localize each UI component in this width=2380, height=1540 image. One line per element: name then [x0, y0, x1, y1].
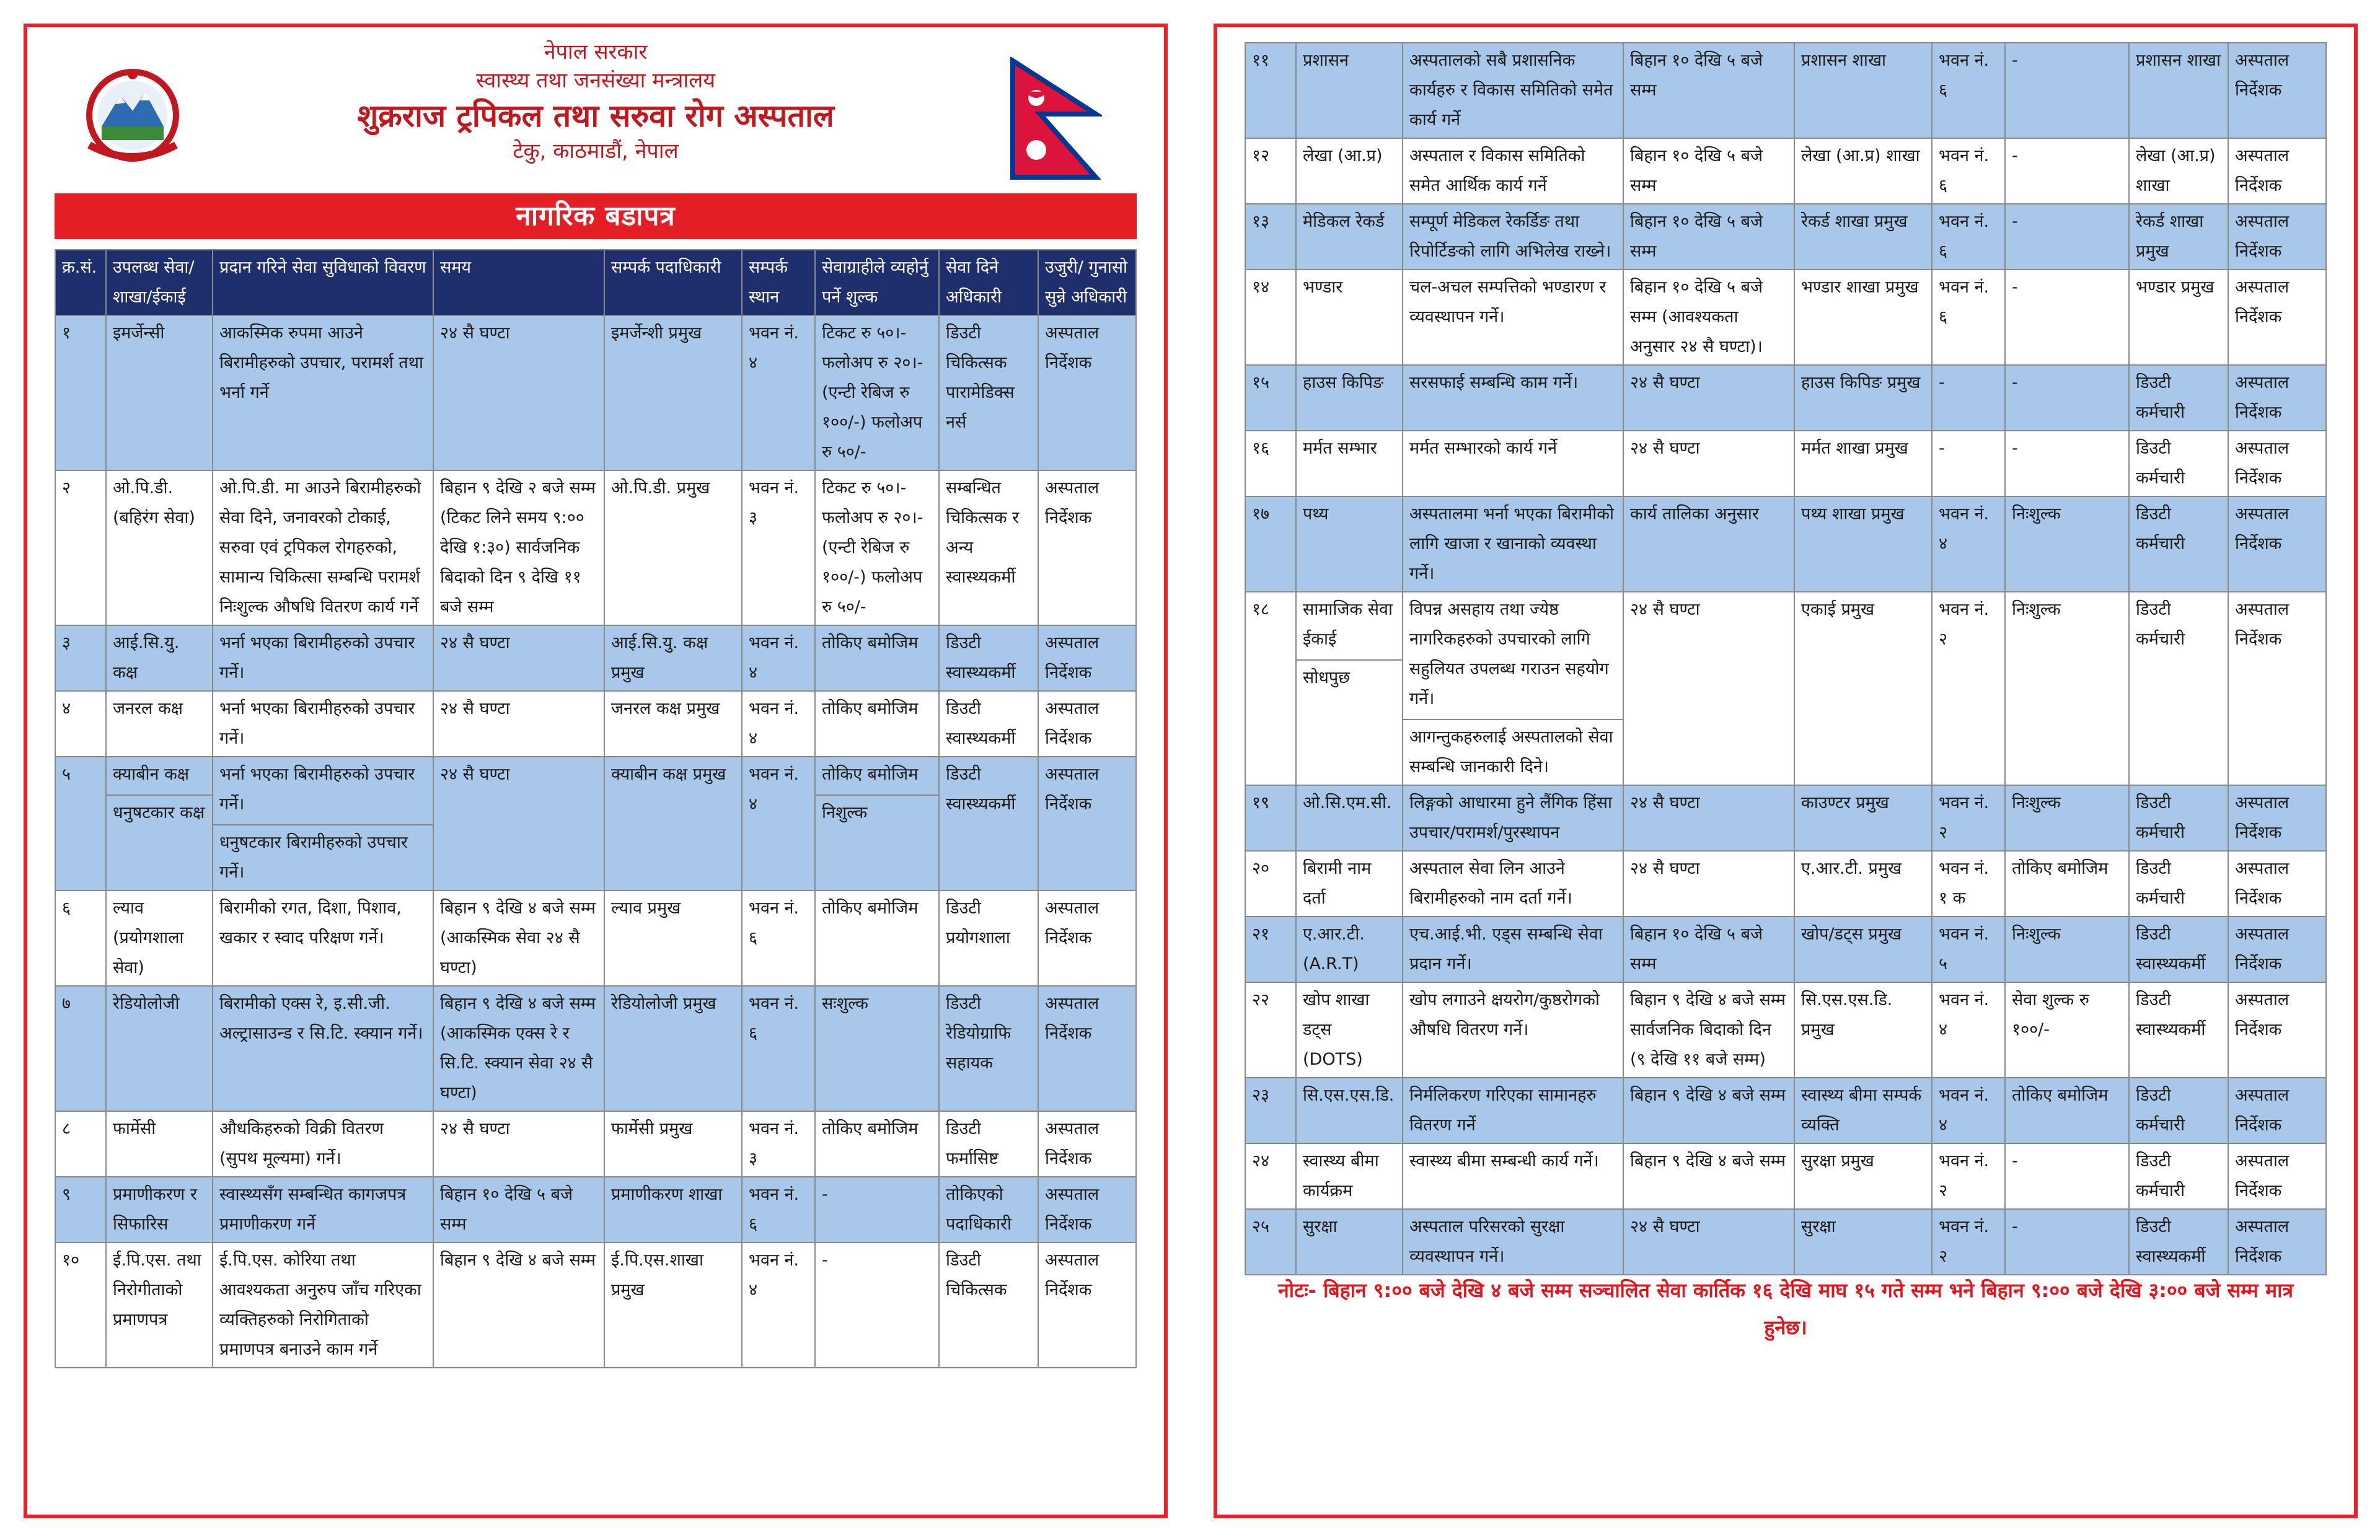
- table-row: [1245, 785, 2326, 851]
- service-unit: सुरक्षा: [1296, 1209, 1403, 1275]
- service-unit: लेखा (आ.प्र): [1296, 138, 1403, 204]
- contact-officer: काउण्टर प्रमुख: [1794, 785, 1932, 851]
- service-fee: सःशुल्क: [815, 986, 939, 1111]
- table-row: [1245, 43, 2326, 138]
- table-row: [55, 986, 1136, 1111]
- table-row: [55, 1243, 1136, 1368]
- contact-officer: रेकर्ड शाखा प्रमुख: [1794, 204, 1932, 270]
- row-number: १८: [1245, 592, 1296, 785]
- contact-place: भवन नं. ६: [1932, 270, 2005, 365]
- service-description: एच.आई.भी. एड्स सम्बन्धि सेवा प्रदान गर्ने।: [1403, 917, 1623, 982]
- service-fee-main: तोकिए बमोजिम: [822, 765, 919, 784]
- grievance-officer: अस्पताल निर्देशक: [1038, 891, 1136, 986]
- service-time: बिहान १० देखि ५ बजे सम्म: [1623, 917, 1794, 982]
- right-page: [1214, 24, 2358, 1518]
- grievance-officer: अस्पताल निर्देशक: [2228, 785, 2326, 851]
- contact-officer: ओ.पि.डी. प्रमुख: [604, 470, 742, 625]
- service-fee: निःशुल्क: [2005, 917, 2129, 982]
- service-description: आकस्मिक रुपमा आउने बिरामीहरुको उपचार, परामर्श तथा भर्ना गर्ने: [213, 315, 433, 470]
- grievance-officer: अस्पताल निर्देशक: [2228, 851, 2326, 917]
- service-time: बिहान ९ देखि ४ बजे सम्म: [1623, 1078, 1794, 1143]
- contact-officer: इमर्जेन्शी प्रमुख: [604, 315, 742, 470]
- grievance-officer: अस्पताल निर्देशक: [1038, 1243, 1136, 1368]
- contact-place: भवन नं. ४: [742, 625, 815, 691]
- service-unit: खोप शाखा डट्स (DOTS): [1296, 982, 1403, 1078]
- column-header: उपलब्ध सेवा/ शाखा/ईकाई: [106, 250, 213, 315]
- service-time: २४ सै घण्टा: [1623, 431, 1794, 496]
- grievance-officer: अस्पताल निर्देशक: [2228, 1078, 2326, 1143]
- service-unit: पथ्य: [1296, 496, 1403, 592]
- service-officer: रेकर्ड शाखा प्रमुख: [2129, 204, 2228, 270]
- service-unit: [106, 757, 213, 891]
- row-number: ८: [55, 1111, 106, 1177]
- contact-officer: पथ्य शाखा प्रमुख: [1794, 496, 1932, 592]
- contact-place: भवन नं. ४: [742, 691, 815, 757]
- contact-officer: आई.सि.यु. कक्ष प्रमुख: [604, 625, 742, 691]
- service-unit: मर्मत सम्भार: [1296, 431, 1403, 496]
- services-table-right: [1245, 42, 2327, 1275]
- service-officer: डिउटी प्रयोगशाला: [939, 891, 1038, 986]
- table-row: [1245, 204, 2326, 270]
- service-time: बिहान १० देखि ५ बजे सम्म (आवश्यकता अनुसार २४ सै घण्टा)।: [1623, 270, 1794, 365]
- service-unit-main: सामाजिक सेवा ईकाई: [1303, 600, 1393, 649]
- row-number: २०: [1245, 851, 1296, 917]
- row-number: १: [55, 315, 106, 470]
- table-row: [1245, 1209, 2326, 1275]
- contact-place: भवन नं. ६: [742, 891, 815, 986]
- grievance-officer: अस्पताल निर्देशक: [2228, 1209, 2326, 1275]
- contact-place: -: [1932, 365, 2005, 431]
- service-fee-sub: निशुल्क: [816, 794, 938, 828]
- service-fee: -: [2005, 431, 2129, 496]
- service-unit: ल्याव (प्रयोगशाला सेवा): [106, 891, 213, 986]
- contact-place: भवन नं. ६: [1932, 138, 2005, 204]
- grievance-officer: अस्पताल निर्देशक: [2228, 496, 2326, 592]
- service-unit: ओ.पि.डी. (बहिरंग सेवा): [106, 470, 213, 625]
- header: [27, 27, 1164, 191]
- contact-officer: एकाई प्रमुख: [1794, 592, 1932, 785]
- service-fee: -: [815, 1177, 939, 1243]
- service-officer: डिउटी चिकित्सक: [939, 1243, 1038, 1368]
- service-officer: डिउटी कर्मचारी: [2129, 431, 2228, 496]
- contact-place: भवन नं. ४: [742, 757, 815, 891]
- contact-place: भवन नं. ६: [742, 1177, 815, 1243]
- contact-officer: सि.एस.एस.डि. प्रमुख: [1794, 982, 1932, 1078]
- service-description-main: भर्ना भएका बिरामीहरुको उपचार गर्ने।: [219, 765, 415, 814]
- contact-place: भवन नं. ५: [1932, 917, 2005, 982]
- service-description: बिरामीको रगत, दिशा, पिशाव, खकार र स्वाद परिक्षण गर्ने।: [213, 891, 433, 986]
- service-unit-sub: सोधपुछ: [1297, 659, 1402, 693]
- service-time: कार्य तालिका अनुसार: [1623, 496, 1794, 592]
- service-unit: आई.सि.यु. कक्ष: [106, 625, 213, 691]
- table-row: [55, 625, 1136, 691]
- service-description: निर्मलिकरण गरिएका सामानहरु वितरण गर्ने: [1403, 1078, 1623, 1143]
- service-description: भर्ना भएका बिरामीहरुको उपचार गर्ने।: [213, 691, 433, 757]
- service-time: बिहान ९ देखि ४ बजे सम्म: [1623, 1143, 1794, 1209]
- service-time: बिहान १० देखि ५ बजे सम्म: [433, 1177, 604, 1243]
- contact-officer: ई.पि.एस.शाखा प्रमुख: [604, 1243, 742, 1368]
- service-time: २४ सै घण्टा: [1623, 592, 1794, 785]
- table-row: [1245, 1078, 2326, 1143]
- contact-officer: प्रशासन शाखा: [1794, 43, 1932, 138]
- grievance-officer: अस्पताल निर्देशक: [1038, 757, 1136, 891]
- service-officer: डिउटी कर्मचारी: [2129, 365, 2228, 431]
- row-number: ३: [55, 625, 106, 691]
- service-officer: लेखा (आ.प्र) शाखा: [2129, 138, 2228, 204]
- service-description: सरसफाई सम्बन्धि काम गर्ने।: [1403, 365, 1623, 431]
- service-unit: सि.एस.एस.डि.: [1296, 1078, 1403, 1143]
- service-time: बिहान १० देखि ५ बजे सम्म: [1623, 138, 1794, 204]
- grievance-officer: अस्पताल निर्देशक: [1038, 1177, 1136, 1243]
- table-row: [55, 691, 1136, 757]
- contact-place: भवन नं. २: [1932, 592, 2005, 785]
- grievance-officer: अस्पताल निर्देशक: [2228, 138, 2326, 204]
- table-row: [1245, 982, 2326, 1078]
- grievance-officer: अस्पताल निर्देशक: [2228, 982, 2326, 1078]
- table-row: [1245, 496, 2326, 592]
- contact-place: भवन नं. ६: [742, 986, 815, 1111]
- service-fee: -: [2005, 1209, 2129, 1275]
- contact-officer: क्याबीन कक्ष प्रमुख: [604, 757, 742, 891]
- service-description-sub: आगन्तुकहरुलाई अस्पतालको सेवा सम्बन्धि जानकारी दिने।: [1403, 719, 1623, 782]
- service-officer: डिउटी चिकित्सक पारामेडिक्स नर्स: [939, 315, 1038, 470]
- service-officer: प्रशासन शाखा: [2129, 43, 2228, 138]
- service-description: अस्पतालमा भर्ना भएका बिरामीको लागि खाजा र खानाको व्यवस्था गर्ने।: [1403, 496, 1623, 592]
- row-number: १६: [1245, 431, 1296, 496]
- service-time: बिहान ९ देखि ४ बजे सम्म (आकस्मिक सेवा २४ सै घण्टा): [433, 891, 604, 986]
- row-number: २४: [1245, 1143, 1296, 1209]
- grievance-officer: अस्पताल निर्देशक: [2228, 1143, 2326, 1209]
- column-header: सम्पर्क पदाधिकारी: [604, 250, 742, 315]
- service-unit: रेडियोलोजी: [106, 986, 213, 1111]
- grievance-officer: अस्पताल निर्देशक: [1038, 691, 1136, 757]
- service-fee: तोकिए बमोजिम: [815, 891, 939, 986]
- column-header: क्र.सं.: [55, 250, 106, 315]
- service-description: सम्पूर्ण मेडिकल रेकर्डिङ तथा रिपोर्टिङको लागि अभिलेख राख्ने।: [1403, 204, 1623, 270]
- service-fee: -: [2005, 1143, 2129, 1209]
- service-officer: डिउटी फर्मासिष्ट: [939, 1111, 1038, 1177]
- row-number: २१: [1245, 917, 1296, 982]
- service-description-main: विपन्न असहाय तथा ज्येष्ठ नागरिकहरुको उपचारको लागि सहुलियत उपलब्ध गराउन सहयोग गर्ने।: [1409, 600, 1609, 708]
- service-time: बिहान ९ देखि ४ बजे सम्म: [433, 1243, 604, 1368]
- service-time: बिहान ९ देखि ४ बजे सम्म (आकस्मिक एक्स रे र सि.टि. स्क्यान सेवा २४ सै घण्टा): [433, 986, 604, 1111]
- service-unit: ए.आर.टी. (A.R.T): [1296, 917, 1403, 982]
- table-row: [55, 315, 1136, 470]
- service-fee: टिकट रु ५०।- फलोअप रु २०।- (एन्टी रेबिज रु १००/-) फलोअप रु ५०/-: [815, 470, 939, 625]
- service-unit: [1296, 592, 1403, 785]
- table-header-row: [55, 250, 1136, 315]
- service-fee: -: [2005, 365, 2129, 431]
- contact-officer: मर्मत शाखा प्रमुख: [1794, 431, 1932, 496]
- service-unit: भण्डार: [1296, 270, 1403, 365]
- grievance-officer: अस्पताल निर्देशक: [2228, 592, 2326, 785]
- nepal-flag-icon: [1009, 57, 1102, 181]
- contact-place: भवन नं. २: [1932, 1143, 2005, 1209]
- contact-officer: ल्याव प्रमुख: [604, 891, 742, 986]
- service-fee: सेवा शुल्क रु १००/-: [2005, 982, 2129, 1078]
- contact-place: भवन नं. ४: [1932, 982, 2005, 1078]
- row-number: ६: [55, 891, 106, 986]
- service-fee: -: [815, 1243, 939, 1368]
- service-description-sub: धनुषटकार बिरामीहरुको उपचार गर्ने।: [213, 824, 433, 887]
- grievance-officer: अस्पताल निर्देशक: [1038, 1111, 1136, 1177]
- service-description: ओ.पि.डी. मा आउने बिरामीहरुको सेवा दिने, जनावरको टोकाई, सरुवा एवं ट्रपिकल रोगहरुको, सामान्य चिकित्सा सम्बन्धि परामर्श निःशुल्क औषधि वितरण कार्य गर्ने: [213, 470, 433, 625]
- contact-place: भवन नं. ३: [742, 470, 815, 625]
- service-officer: डिउटी कर्मचारी: [2129, 592, 2228, 785]
- service-unit: मेडिकल रेकर्ड: [1296, 204, 1403, 270]
- service-time: २४ सै घण्टा: [1623, 851, 1794, 917]
- row-number: १३: [1245, 204, 1296, 270]
- service-unit-sub: धनुषटकार कक्ष: [107, 794, 212, 828]
- column-header: सेवा दिने अधिकारी: [939, 250, 1038, 315]
- service-unit: प्रमाणीकरण र सिफारिस: [106, 1177, 213, 1243]
- contact-officer: रेडियोलोजी प्रमुख: [604, 986, 742, 1111]
- service-fee: निःशुल्क: [2005, 785, 2129, 851]
- service-officer: डिउटी कर्मचारी: [2129, 496, 2228, 592]
- service-officer: डिउटी कर्मचारी: [2129, 851, 2228, 917]
- service-description: ई.पि.एस. कोरिया तथा आवश्यकता अनुरुप जाँच गरिएका व्यक्तिहरुको निरोगिताको प्रमाणपत्र बनाउने काम गर्ने: [213, 1243, 433, 1368]
- service-officer: डिउटी स्वास्थ्यकर्मी: [2129, 982, 2228, 1078]
- service-unit: प्रशासन: [1296, 43, 1403, 138]
- service-description: भर्ना भएका बिरामीहरुको उपचार गर्ने।: [213, 625, 433, 691]
- grievance-officer: अस्पताल निर्देशक: [1038, 986, 1136, 1111]
- service-time: २४ सै घण्टा: [433, 691, 604, 757]
- service-time: बिहान ९ देखि २ बजे सम्म (टिकट लिने समय ९:०० देखि १:३०) सार्वजनिक बिदाको दिन ९ देखि ११ बजे सम्म: [433, 470, 604, 625]
- grievance-officer: अस्पताल निर्देशक: [2228, 431, 2326, 496]
- contact-place: भवन नं. ४: [742, 1243, 815, 1368]
- grievance-officer: अस्पताल निर्देशक: [1038, 625, 1136, 691]
- service-fee: टिकट रु ५०।- फलोअप रु २०।- (एन्टी रेबिज रु १००/-) फलोअप रु ५०/-: [815, 315, 939, 470]
- service-unit: इमर्जेन्सी: [106, 315, 213, 470]
- service-time: बिहान ९ देखि ४ बजे सम्म सार्वजनिक बिदाको दिन (९ देखि ११ बजे सम्म): [1623, 982, 1794, 1078]
- row-number: १७: [1245, 496, 1296, 592]
- service-officer: डिउटी रेडियोग्राफि सहायक: [939, 986, 1038, 1111]
- service-officer: डिउटी स्वास्थ्यकर्मी: [939, 757, 1038, 891]
- contact-place: भवन नं. ४: [742, 315, 815, 470]
- row-number: १२: [1245, 138, 1296, 204]
- service-description: बिरामीको एक्स रे, इ.सी.जी. अल्ट्रासाउन्ड र सि.टि. स्क्यान गर्ने।: [213, 986, 433, 1111]
- table-row: [55, 757, 1136, 891]
- service-unit: स्वास्थ्य बीमा कार्यक्रम: [1296, 1143, 1403, 1209]
- service-description: स्वास्थ्य बीमा सम्बन्धी कार्य गर्ने।: [1403, 1143, 1623, 1209]
- contact-officer: सुरक्षा प्रमुख: [1794, 1143, 1932, 1209]
- row-number: ११: [1245, 43, 1296, 138]
- grievance-officer: अस्पताल निर्देशक: [2228, 43, 2326, 138]
- service-fee: तोकिए बमोजिम: [2005, 1078, 2129, 1143]
- row-number: १५: [1245, 365, 1296, 431]
- service-description: अस्पताल सेवा लिन आउने बिरामीहरुको नाम दर्ता गर्ने।: [1403, 851, 1623, 917]
- service-time: २४ सै घण्टा: [433, 625, 604, 691]
- table-row: [55, 891, 1136, 986]
- grievance-officer: अस्पताल निर्देशक: [2228, 270, 2326, 365]
- contact-place: भवन नं. १ क: [1932, 851, 2005, 917]
- ministry-name: स्वास्थ्य तथा जनसंख्या मन्त्रालय: [476, 68, 715, 93]
- service-time: २४ सै घण्टा: [1623, 1209, 1794, 1275]
- row-number: २२: [1245, 982, 1296, 1078]
- contact-officer: भण्डार शाखा प्रमुख: [1794, 270, 1932, 365]
- service-time: बिहान १० देखि ५ बजे सम्म: [1623, 43, 1794, 138]
- table-row: [1245, 270, 2326, 365]
- service-description: अस्पतालको सबै प्रशासनिक कार्यहरु र विकास समितिको समेत कार्य गर्ने: [1403, 43, 1623, 138]
- govt-name: नेपाल सरकार: [544, 40, 648, 64]
- service-officer: सम्बन्धित चिकित्सक र अन्य स्वास्थ्यकर्मी: [939, 470, 1038, 625]
- service-unit: हाउस किपिङ: [1296, 365, 1403, 431]
- contact-place: भवन नं. २: [1932, 1209, 2005, 1275]
- table-row: [1245, 851, 2326, 917]
- contact-place: -: [1932, 431, 2005, 496]
- row-number: ५: [55, 757, 106, 891]
- service-fee: तोकिए बमोजिम: [815, 691, 939, 757]
- grievance-officer: अस्पताल निर्देशक: [1038, 470, 1136, 625]
- service-officer: भण्डार प्रमुख: [2129, 270, 2228, 365]
- contact-officer: सुरक्षा: [1794, 1209, 1932, 1275]
- service-description: लिङ्गको आधारमा हुने लैंगिक हिंसा उपचार/परामर्श/पुरस्थापन: [1403, 785, 1623, 851]
- row-number: २५: [1245, 1209, 1296, 1275]
- row-number: १०: [55, 1243, 106, 1368]
- contact-officer: हाउस किपिङ प्रमुख: [1794, 365, 1932, 431]
- service-time: २४ सै घण्टा: [433, 757, 604, 891]
- service-time: २४ सै घण्टा: [1623, 365, 1794, 431]
- service-officer: डिउटी स्वास्थ्यकर्मी: [939, 625, 1038, 691]
- contact-officer: ए.आर.टी. प्रमुख: [1794, 851, 1932, 917]
- service-description: खोप लगाउने क्षयरोग/कुष्ठरोगको औषधि वितरण गर्ने।: [1403, 982, 1623, 1078]
- service-officer: डिउटी स्वास्थ्यकर्मी: [939, 691, 1038, 757]
- service-description: औधकिहरुको विक्री वितरण (सुपथ मूल्यमा) गर्ने।: [213, 1111, 433, 1177]
- row-number: १९: [1245, 785, 1296, 851]
- hospital-name: शुक्रराज ट्रपिकल तथा सरुवा रोग अस्पताल: [357, 98, 834, 134]
- service-time: २४ सै घण्टा: [433, 315, 604, 470]
- hospital-address: टेकु, काठमाडौं, नेपाल: [513, 139, 679, 164]
- footer-note: नोटः- बिहान ९:०० बजे देखि ४ बजे सम्म सञ्चालित सेवा कार्तिक १६ देखि माघ १५ गते सम्म भने बिहान ९:०० बजे देखि ३:०० बजे सम्म मात्र हुनेछ।: [1277, 1278, 2294, 1339]
- service-description: मर्मत सम्भारको कार्य गर्ने: [1403, 431, 1623, 496]
- column-header: प्रदान गरिने सेवा सुविधाको विवरण: [213, 250, 433, 315]
- table-row: [1245, 431, 2326, 496]
- service-officer: डिउटी कर्मचारी: [2129, 785, 2228, 851]
- contact-place: भवन नं. ६: [1932, 43, 2005, 138]
- grievance-officer: अस्पताल निर्देशक: [1038, 315, 1136, 470]
- service-officer: तोकिएको पदाधिकारी: [939, 1177, 1038, 1243]
- service-description: अस्पताल र विकास समितिको समेत आर्थिक कार्य गर्ने: [1403, 138, 1623, 204]
- table-row: [1245, 917, 2326, 982]
- contact-officer: लेखा (आ.प्र) शाखा: [1794, 138, 1932, 204]
- table-row: [1245, 592, 2326, 785]
- contact-place: भवन नं. ४: [1932, 1078, 2005, 1143]
- left-page: [24, 24, 1168, 1518]
- row-number: ४: [55, 691, 106, 757]
- row-number: ९: [55, 1177, 106, 1243]
- contact-place: भवन नं. ३: [742, 1111, 815, 1177]
- service-unit: फार्मेसी: [106, 1111, 213, 1177]
- table-row: [55, 1177, 1136, 1243]
- contact-officer: स्वास्थ्य बीमा सम्पर्क व्यक्ति: [1794, 1078, 1932, 1143]
- service-fee: निःशुल्क: [2005, 592, 2129, 785]
- service-fee: तोकिए बमोजिम: [2005, 851, 2129, 917]
- citizen-charter-banner: नागरिक बडापत्र: [55, 193, 1137, 239]
- service-unit: ओ.सि.एम.सी.: [1296, 785, 1403, 851]
- service-description: [213, 757, 433, 891]
- column-header: उजुरी/ गुनासो सुन्ने अधिकारी: [1038, 250, 1136, 315]
- service-fee: -: [2005, 138, 2129, 204]
- service-description: अस्पताल परिसरको सुरक्षा व्यवस्थापन गर्ने।: [1403, 1209, 1623, 1275]
- service-unit-main: क्याबीन कक्ष: [113, 765, 190, 784]
- contact-officer: खोप/डट्स प्रमुख: [1794, 917, 1932, 982]
- service-officer: डिउटी कर्मचारी: [2129, 1078, 2228, 1143]
- row-number: २३: [1245, 1078, 1296, 1143]
- service-fee: -: [2005, 270, 2129, 365]
- service-fee: -: [2005, 43, 2129, 138]
- service-time: बिहान १० देखि ५ बजे सम्म: [1623, 204, 1794, 270]
- contact-officer: फार्मेसी प्रमुख: [604, 1111, 742, 1177]
- contact-place: भवन नं. ४: [1932, 496, 2005, 592]
- table-row: [1245, 365, 2326, 431]
- contact-place: भवन नं. ६: [1932, 204, 2005, 270]
- contact-officer: जनरल कक्ष प्रमुख: [604, 691, 742, 757]
- grievance-officer: अस्पताल निर्देशक: [2228, 204, 2326, 270]
- grievance-officer: अस्पताल निर्देशक: [2228, 917, 2326, 982]
- service-officer: डिउटी स्वास्थ्यकर्मी: [2129, 1209, 2228, 1275]
- service-description: स्वास्थ्यसँग सम्बन्धित कागजपत्र प्रमाणीकरण गर्ने: [213, 1177, 433, 1243]
- column-header: समय: [433, 250, 604, 315]
- table-row: [1245, 1143, 2326, 1209]
- table-row: [55, 470, 1136, 625]
- services-table-left: [55, 249, 1137, 1368]
- service-fee: [815, 757, 939, 891]
- row-number: १४: [1245, 270, 1296, 365]
- column-header: सम्पर्क स्थान: [742, 250, 815, 315]
- service-unit: ई.पि.एस. तथा निरोगीताको प्रमाणपत्र: [106, 1243, 213, 1368]
- service-description: [1403, 592, 1623, 785]
- service-fee: -: [2005, 204, 2129, 270]
- service-time: २४ सै घण्टा: [433, 1111, 604, 1177]
- contact-place: भवन नं. २: [1932, 785, 2005, 851]
- contact-officer: प्रमाणीकरण शाखा: [604, 1177, 742, 1243]
- row-number: ७: [55, 986, 106, 1111]
- column-header: सेवाग्राहीले व्यहोर्नु पर्ने शुल्क: [815, 250, 939, 315]
- service-fee: निःशुल्क: [2005, 496, 2129, 592]
- service-officer: डिउटी कर्मचारी: [2129, 1143, 2228, 1209]
- service-unit: जनरल कक्ष: [106, 691, 213, 757]
- service-officer: डिउटी स्वास्थ्यकर्मी: [2129, 917, 2228, 982]
- service-description: चल-अचल सम्पत्तिको भण्डारण र व्यवस्थापन गर्ने।: [1403, 270, 1623, 365]
- table-row: [1245, 138, 2326, 204]
- row-number: २: [55, 470, 106, 625]
- table-row: [55, 1111, 1136, 1177]
- service-fee: तोकिए बमोजिम: [815, 625, 939, 691]
- service-fee: तोकिए बमोजिम: [815, 1111, 939, 1177]
- grievance-officer: अस्पताल निर्देशक: [2228, 365, 2326, 431]
- service-unit: बिरामी नाम दर्ता: [1296, 851, 1403, 917]
- service-time: २४ सै घण्टा: [1623, 785, 1794, 851]
